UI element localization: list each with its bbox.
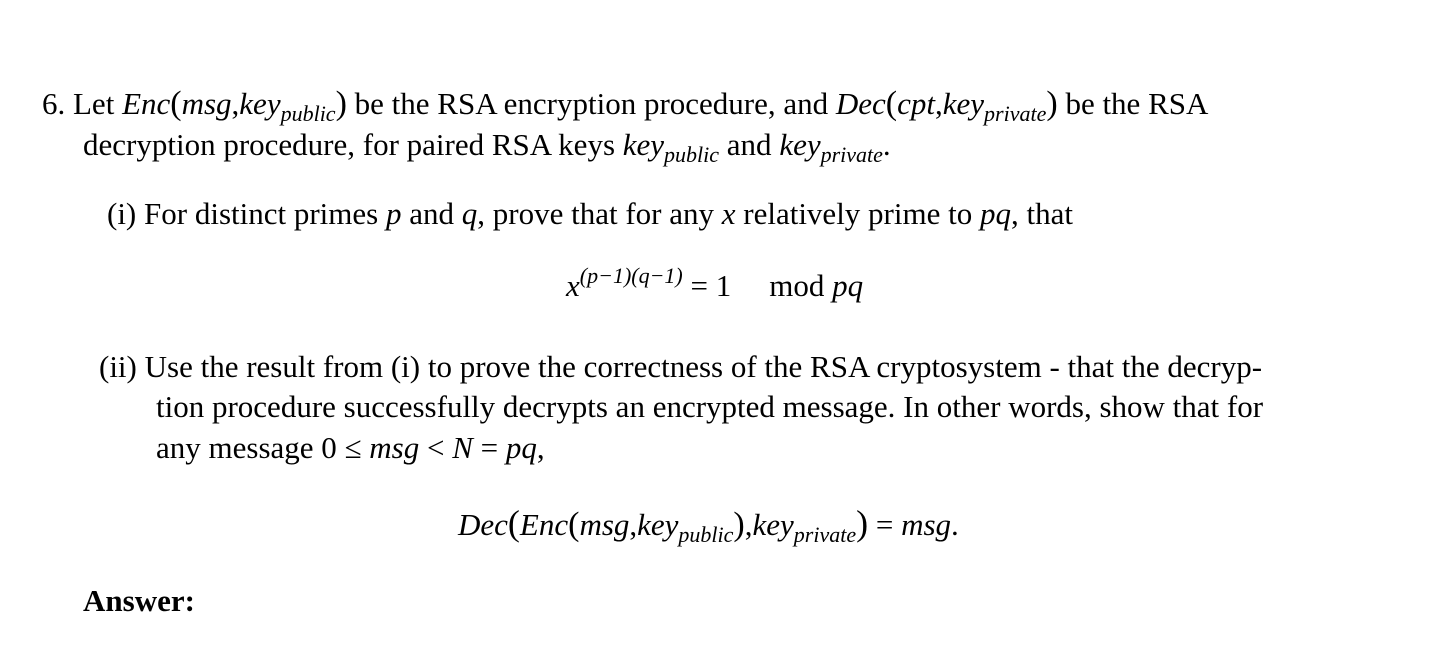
- eq-pq: pq: [832, 268, 864, 303]
- enc-function: Enc: [122, 86, 171, 121]
- cpt-var: cpt: [897, 86, 935, 121]
- dec-function: Dec: [835, 86, 886, 121]
- msg-var: msg: [369, 430, 420, 465]
- eq-mod: mod: [769, 268, 833, 303]
- msg-var: msg: [181, 86, 232, 121]
- p-var: p: [385, 196, 402, 231]
- part-ii-equation: Dec(Enc(msg,key$_{public}$),key$_{private}$) = msg.: [458, 503, 959, 547]
- eq-equals: =: [868, 507, 902, 542]
- text: , prove that for any: [477, 196, 722, 231]
- x-var: x: [721, 196, 736, 231]
- public-subscript: public: [664, 142, 720, 167]
- pq-var: pq: [505, 430, 537, 465]
- eq-key: key: [752, 507, 794, 542]
- eq-result-msg: msg: [901, 507, 952, 542]
- problem-intro-line-2: [83, 127, 891, 167]
- period: .: [951, 507, 959, 542]
- eq-msg: msg: [579, 507, 630, 542]
- text: be the RSA: [1057, 86, 1209, 121]
- eq-x: x: [566, 268, 580, 303]
- private-subscript: private: [984, 101, 1047, 126]
- key-var: key: [942, 86, 985, 121]
- eq-key: key: [637, 507, 679, 542]
- part-i-statement: [107, 196, 1073, 232]
- text: Let: [73, 86, 123, 121]
- private-subscript: private: [820, 142, 883, 167]
- text: relatively prime to: [735, 196, 980, 231]
- text: and: [401, 196, 462, 231]
- text: For distinct primes: [144, 196, 386, 231]
- eq-dec: Dec: [458, 507, 508, 542]
- text: any message 0 ≤: [156, 430, 370, 465]
- eq-public-sub: public: [678, 522, 734, 547]
- problem-intro-line-1: 6. Let Enc(msg,key$_{public}$) be the RSA encryption procedure, and Dec(cpt,key$_{private}$) be the RSA: [42, 85, 1209, 126]
- comma: ,: [935, 86, 943, 121]
- eq-exponent: (p−1)(q−1): [579, 263, 683, 288]
- eq-enc: Enc: [519, 507, 569, 542]
- answer-label: Answer:: [83, 583, 195, 618]
- eq-rhs: = 1: [682, 268, 732, 303]
- period: .: [882, 127, 891, 162]
- key-var: key: [239, 86, 281, 121]
- text: ,: [536, 430, 545, 465]
- key-var: key: [779, 127, 821, 162]
- part-ii-line-2: [156, 389, 1263, 425]
- text: tion procedure successfully decrypts an encrypted message. In other words, show that for: [156, 389, 1264, 424]
- part-i-equation: [566, 263, 864, 304]
- text: decryption procedure, for paired RSA keys: [83, 127, 623, 162]
- text: , that: [1010, 196, 1073, 231]
- text: Use the result from (i) to prove the correctness of the RSA cryptosystem - that the decryp-: [144, 349, 1263, 384]
- key-var: key: [622, 127, 665, 162]
- public-subscript: public: [280, 101, 336, 126]
- part-ii-label: (ii): [99, 349, 137, 384]
- q-var: q: [461, 196, 478, 231]
- part-i-label: (i): [107, 196, 137, 231]
- text: and: [719, 127, 780, 162]
- problem-number: 6.: [42, 86, 66, 121]
- text: <: [419, 430, 453, 465]
- text: =: [472, 430, 506, 465]
- comma: ,: [231, 86, 240, 121]
- pq-var: pq: [979, 196, 1011, 231]
- text: be the RSA encryption procedure, and: [346, 86, 836, 121]
- eq-private-sub: private: [793, 522, 857, 547]
- N-var: N: [452, 430, 473, 465]
- part-ii-line-3: [156, 430, 545, 466]
- part-ii-line-1: [99, 349, 1262, 385]
